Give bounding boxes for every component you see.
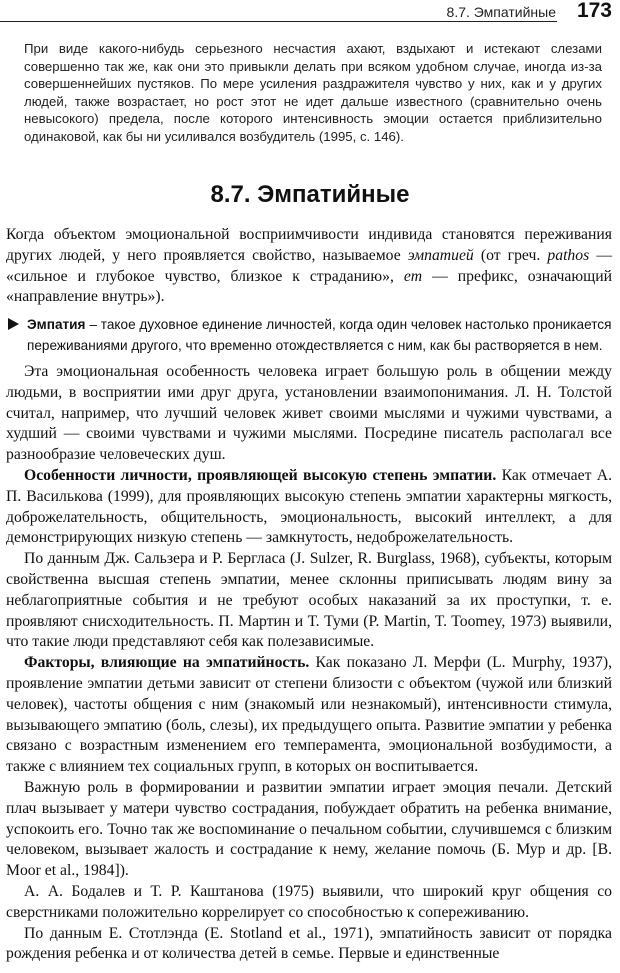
triangle-bullet-icon [8,318,19,330]
main-text [6,362,612,965]
intro-text [6,225,612,308]
intro-part3: — «сильное и глубокое чувство, близкое к страданию», [6,246,613,285]
term-pathos: pathos [547,246,590,264]
paragraph-7: По данным Е. Стотлэнда (E. Stotland et al., 1971), эмпатийность зависит от порядка рождения ребенка и от количества детей в семье. Первые и единственные [6,924,612,963]
paragraph-5: Важную роль в формировании и развитии эмпатии играет эмоция печали. Детский плач вызывает у матери чувство сострадания, побуждает обратить на ребенка внимание, успокоить его. Точно так же воспоминание о печальном событии, случившемся с близким человеком, вызывает жалость и сострадание к нему, желание помочь (Б. Мур и др. [B. Moor et al., 1984]). [6,778,612,880]
quote-block: При виде какого-нибудь серьезного несчастия ахают, вздыхают и истекают слезами совершенно так же, как они это привыкли делать при всяком удобном случае, иногда из-за совершеннейших пустяков. По мере усиления раздражителя чувство у них, как и у других людей, также возрастает, но рост этот не идет дальше известного (сравнительно очень невысокого) предела, после которого интенсивность эмоции остается приблизительно одинаковой, как бы ни усиливался возбудитель (1995, с. 146). [24,41,602,144]
running-header [0,0,620,28]
definition-block [6,314,612,356]
definition-term: Эмпатия [27,317,86,332]
paragraph-2-heading: Особенности личности, проявляющей высокую степень эмпатии. [24,466,497,484]
definition-text-2: переживаниями другого, что временно отождествляется с ним, как бы растворяется в нем. [27,338,603,353]
running-title: 8.7. Эмпатийные [446,4,556,20]
intro-part2: (от греч. [473,246,548,264]
paragraph-4-heading: Факторы, влияющие на эмпатийность. [24,654,310,672]
term-em-prefix: em [403,267,423,285]
paragraph-4-text: Как показано Л. Мерфи (L. Murphy, 1937), проявление эмпатии детьми зависит от степени близости с объектом (чужой или близкий человек), частоты общения с ним (знакомый или незнакомый), интенсивности стимула, вызывающего эмпатию (боль, слезы), их предыдущего опыта. Развитие эмпатии у ребенка связано с возрастным изменением его темперамента, эмоциональной возбудимости, а также с влиянием тех социальных групп, в которых он воспитывается. [6,654,613,776]
section-heading: 8.7. Эмпатийные [210,181,410,208]
intro-paragraph [6,225,612,308]
definition-line-1 [6,314,612,335]
paragraph-3: По данным Дж. Сальзера и Р. Берглаcа (J. Sulzer, R. Burglass, 1968), субъекты, которым свойственна высшая степень эмпатии, менее склонны приписывать людям вину за неблагоприятные события и не требуют особых наказаний за их проступки, т. е. проявляют снисходительность. П. Мартин и Т. Туми (P. Martin, T. Toomey, 1973) выявили, что такие люди представляют себя как полезависимые. [6,550,612,651]
page-number: 173 [576,0,612,22]
paragraph-1: Эта эмоциональная особенность человека играет большую роль в общении между людьми, в восприятии ими друг друга, установлении взаимопонимания. Л. Н. Толстой считал, например, что лучший человек живет своими мыслями и чужими чувствами, а худший — своими чувствами и чужими мыслями. Посредине писатель располагал все разнообразие человеческих душ. [6,363,612,464]
term-empathy: эмпатией [407,246,474,264]
intro-part1: Когда объектом эмоциональной восприимчивости индивида становятся переживания других людей, у него проявляется свойство, называемое [6,226,612,264]
definition-text-1: – такое духовное единение личностей, когда один человек настолько проникается [89,317,612,332]
paragraph-2 [6,466,612,549]
paragraph-4 [6,653,612,778]
paragraph-6: А. А. Бодалев и Т. Р. Каштанова (1975) выявили, что широкий круг общения со сверстниками положительно коррелирует со способностью к сопереживанию. [6,882,612,921]
intro-part4: — префикс, означающий «направление внутрь»). [6,267,612,306]
header-rule [0,21,557,22]
paragraph-2-text: Как отмечает А. П. Василькова (1999), для проявляющих высокую степень эмпатии характерны мягкость, доброжелательность, общительность, эмоциональность, высокий интеллект, а для демонстрирующих низкую степень — замкнутость, недоброжелательность. [6,466,612,547]
